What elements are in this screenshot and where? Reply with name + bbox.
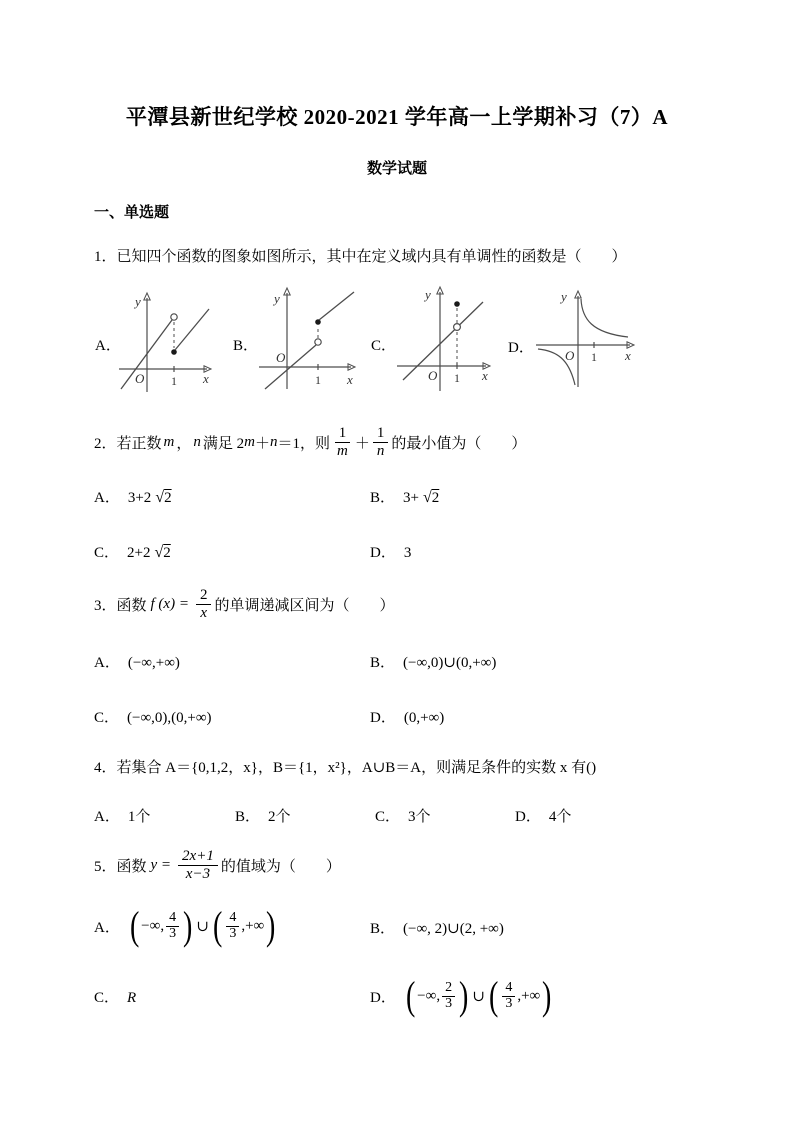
q2-var-m2: m (244, 433, 255, 450)
sqrt-icon: √ (422, 489, 432, 506)
q2-option-a (94, 486, 172, 507)
left-paren: ( (405, 973, 416, 1018)
option-value: 3+2 (127, 490, 152, 506)
question-1-text: 1．已知四个函数的图象如图所示，其中在定义域内具有单调性的函数是（ ） (94, 249, 627, 265)
hyperbola-branch-1 (581, 299, 628, 337)
question-3-text (94, 578, 394, 630)
sqrt-expression: √2 (154, 544, 171, 561)
option-label: C． (94, 710, 120, 726)
right-paren: ) (542, 973, 552, 1018)
q2-frac1-num: 1 (335, 425, 351, 443)
q3-option-a (94, 651, 180, 672)
axis-label-y: y (425, 287, 431, 302)
option-value: 3个 (408, 809, 431, 825)
option-label: D． (370, 710, 396, 726)
q3-option-b (370, 651, 496, 672)
open-point (454, 324, 461, 331)
union-symbol: ∪ (472, 988, 485, 1005)
axis-tick-1: 1 (171, 374, 177, 388)
option-label: D． (370, 989, 396, 1006)
sqrt-icon: √ (154, 544, 164, 561)
graph-option-c (394, 283, 492, 393)
option-fraction: 2 3 (442, 981, 455, 1011)
q2-plus2: ＋ (354, 435, 370, 452)
q3-frac-den: x (200, 604, 208, 621)
q2-var-n: n (193, 433, 201, 450)
q2-option-d (370, 541, 411, 562)
q2-var-m: m (163, 433, 175, 450)
open-point (171, 314, 177, 320)
open-point (315, 339, 321, 345)
q2-text: 2．若正数 (94, 435, 162, 452)
q5-function-expr: y = (150, 856, 172, 873)
axis-label-x: x (482, 368, 488, 383)
q1-option-label-a: A． (95, 338, 121, 354)
q2-frac2-den: n (376, 442, 385, 459)
axis-label-y: y (274, 291, 280, 306)
q1-option-label-d: D． (508, 340, 534, 356)
closed-point (454, 301, 460, 307)
page-subtitle: 数学试题 (366, 161, 427, 177)
q2-option-c (94, 541, 171, 562)
axis-label-x: x (203, 371, 209, 386)
axis-label-o: O (276, 350, 286, 365)
q2-var-n2: n (270, 433, 278, 450)
q3-function-expr: f (x) = (150, 595, 189, 612)
axis-label-x: x (347, 372, 353, 387)
option-value: (−∞,0),(0,+∞) (127, 710, 212, 726)
left-paren: ( (212, 903, 223, 948)
q5-frac-den: x−3 (185, 865, 211, 882)
option-segment: ,+∞ (517, 987, 541, 1004)
right-paren: ) (183, 903, 193, 948)
option-value: 1个 (127, 809, 151, 825)
option-label: D． (370, 545, 396, 561)
option-value: (0,+∞) (403, 710, 445, 726)
right-paren: ) (459, 973, 469, 1018)
axis-tick-1: 1 (591, 350, 597, 364)
option-label: C． (375, 809, 401, 825)
q5-fraction (178, 848, 218, 882)
option-value: 3 (403, 545, 412, 561)
q5-option-c (94, 986, 136, 1007)
option-label: C． (94, 545, 120, 561)
section-heading: 一、单选题 (94, 205, 170, 221)
q2-option-b (370, 486, 439, 507)
closed-point (171, 349, 177, 355)
q2-fraction-2 (373, 425, 389, 459)
option-value: 3+ (403, 490, 419, 506)
q2-plus1: ＋ (254, 435, 270, 452)
axis-label-o: O (428, 368, 438, 383)
q5-text: 5．函数 (94, 858, 147, 875)
q1-option-label-c: C． (371, 338, 397, 354)
q3-fraction (196, 587, 212, 621)
option-fraction: 4 3 (166, 911, 179, 941)
axis-label-x: x (625, 348, 631, 363)
option-label: A． (94, 490, 120, 506)
q2-text-mid: 满足 2 (202, 435, 245, 452)
right-paren: ) (266, 903, 276, 948)
question-2-text (94, 419, 526, 465)
option-segment: ,+∞ (241, 917, 265, 934)
option-label: B． (370, 921, 396, 937)
option-label: D． (515, 809, 541, 825)
sqrt-icon: √ (155, 489, 165, 506)
q3-option-d (370, 706, 444, 727)
option-value: 4个 (548, 809, 572, 825)
graph-option-d (532, 287, 642, 389)
sqrt-expression: √2 (422, 489, 440, 506)
q3-text: 3．函数 (94, 597, 147, 614)
axis-label-y: y (561, 289, 567, 304)
option-value: (−∞,0)∪(0,+∞) (403, 655, 497, 671)
sqrt-expression: √2 (155, 489, 172, 506)
option-segment: −∞, (417, 987, 441, 1004)
option-label: A． (94, 919, 120, 936)
axis-label-o: O (565, 348, 575, 363)
question-5-text (94, 839, 341, 891)
q2-eq: ＝1，则 (277, 435, 331, 452)
q5-text-post: 的值域为（ ） (220, 858, 341, 875)
q2-text-post: 的最小值为（ ） (391, 435, 527, 452)
q4-option-a (94, 805, 150, 826)
q3-option-c (94, 706, 212, 727)
q4-option-d (515, 805, 571, 826)
option-label: B． (235, 809, 261, 825)
q2-comma: ， (176, 435, 192, 452)
axis-label-y: y (135, 294, 141, 309)
q4-option-b (235, 805, 291, 826)
question-4-text: 4．若集合 A＝{0,1,2，x}，B＝{1，x²}，A∪B＝A，则满足条件的实数 x 有() (94, 760, 597, 776)
left-paren: ( (129, 903, 140, 948)
q2-frac1-den: m (337, 442, 348, 459)
q5-option-b (370, 917, 504, 938)
left-paren: ( (488, 973, 499, 1018)
axis-tick-1: 1 (454, 371, 460, 385)
q3-text-post: 的单调递减区间为（ ） (214, 597, 395, 614)
option-label: C． (94, 990, 120, 1006)
option-fraction: 4 3 (502, 981, 515, 1011)
q5-option-a (94, 897, 278, 955)
option-fraction: 4 3 (226, 911, 239, 941)
option-value: (−∞, 2)∪(2, +∞) (403, 921, 504, 937)
q1-option-label-b: B． (233, 338, 259, 354)
option-value: 2个 (268, 809, 291, 825)
q5-frac-num: 2x+1 (178, 848, 218, 866)
graph-option-b (257, 283, 357, 391)
option-label: A． (94, 655, 120, 671)
union-symbol: ∪ (196, 918, 209, 935)
option-value: (−∞,+∞) (127, 655, 180, 671)
q2-fraction-1 (333, 425, 352, 459)
option-label: A． (94, 809, 120, 825)
axis-label-o: O (135, 371, 145, 386)
option-segment: −∞, (141, 917, 165, 934)
q3-frac-num: 2 (196, 587, 212, 605)
page-title: 平潭县新世纪学校 2020-2021 学年高一上学期补习（7）A (125, 105, 669, 129)
q2-frac2-num: 1 (373, 425, 389, 443)
q5-option-d (370, 967, 554, 1025)
option-label: B． (370, 655, 396, 671)
axis-tick-1: 1 (315, 373, 321, 387)
q4-option-c (375, 805, 431, 826)
graph-option-a (117, 289, 213, 395)
option-label: B． (370, 490, 396, 506)
option-value: 2+2 (127, 545, 151, 561)
option-value: R (127, 990, 137, 1006)
